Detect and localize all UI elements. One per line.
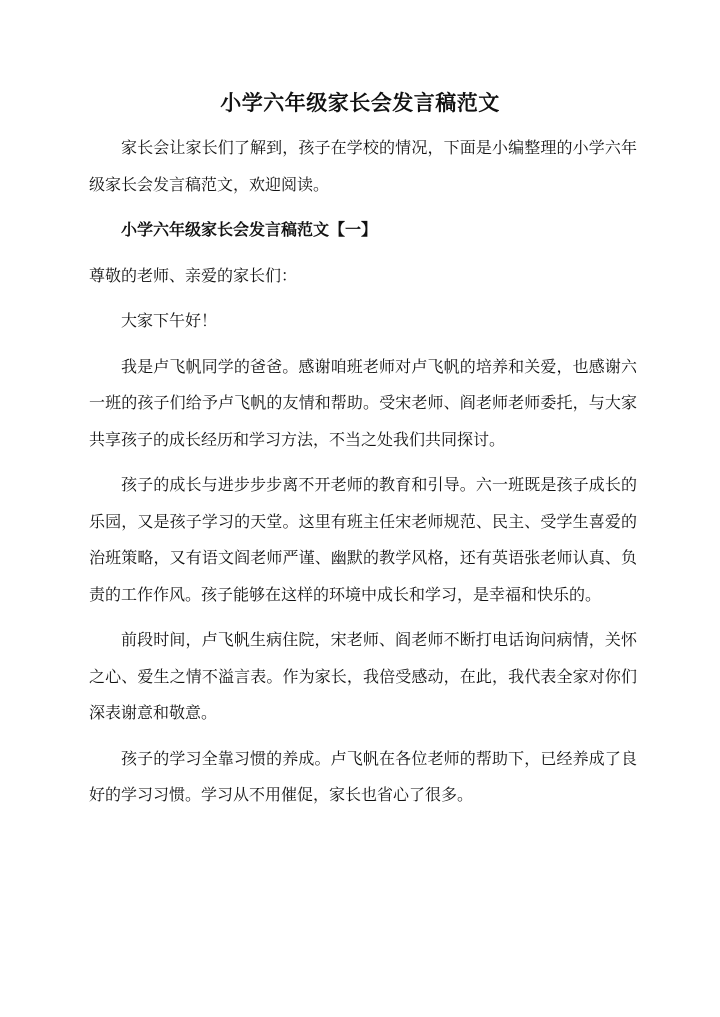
salutation: 尊敬的老师、亲爱的家长们： <box>89 265 298 285</box>
body-paragraph-3: 前段时间，卢飞帆生病住院，宋老师、阎老师不断打电话询问病情，关怀之心、爱生之情不溢言表。作为家长，我倍受感动，在此，我代表全家对你们深表谢意和敬意。 <box>89 630 637 722</box>
body-paragraph-4: 孩子的学习全靠习惯的养成。卢飞帆在各位老师的帮助下，已经养成了良好的学习习惯。学习从不用催促，家长也省心了很多。 <box>89 748 637 804</box>
document-title: 小学六年级家长会发言稿范文 <box>220 91 500 115</box>
body-paragraph-2: 孩子的成长与进步步步离不开老师的教育和引导。六一班既是孩子成长的乐园，又是孩子学习的天堂。这里有班主任宋老师规范、民主、受学生喜爱的治班策略，又有语文阎老师严谨、幽默的教学风格，还有英语张老师认真、负责的工作作风。孩子能够在这样的环境中成长和学习，是幸福和快乐的。 <box>89 475 637 604</box>
document-body <box>89 130 637 814</box>
section-heading: 小学六年级家长会发言稿范文【一】 <box>121 220 378 239</box>
greeting: 大家下午好！ <box>121 311 218 330</box>
intro-paragraph: 家长会让家长们了解到，孩子在学校的情况，下面是小编整理的小学六年级家长会发言稿范文，欢迎阅读。 <box>89 138 637 194</box>
body-paragraph-1: 我是卢飞帆同学的爸爸。感谢咱班老师对卢飞帆的培养和关爱，也感谢六一班的孩子们给予卢飞帆的友情和帮助。受宋老师、阎老师老师委托，与大家共享孩子的成长经历和学习方法，不当之处我们共同探讨。 <box>89 356 637 449</box>
